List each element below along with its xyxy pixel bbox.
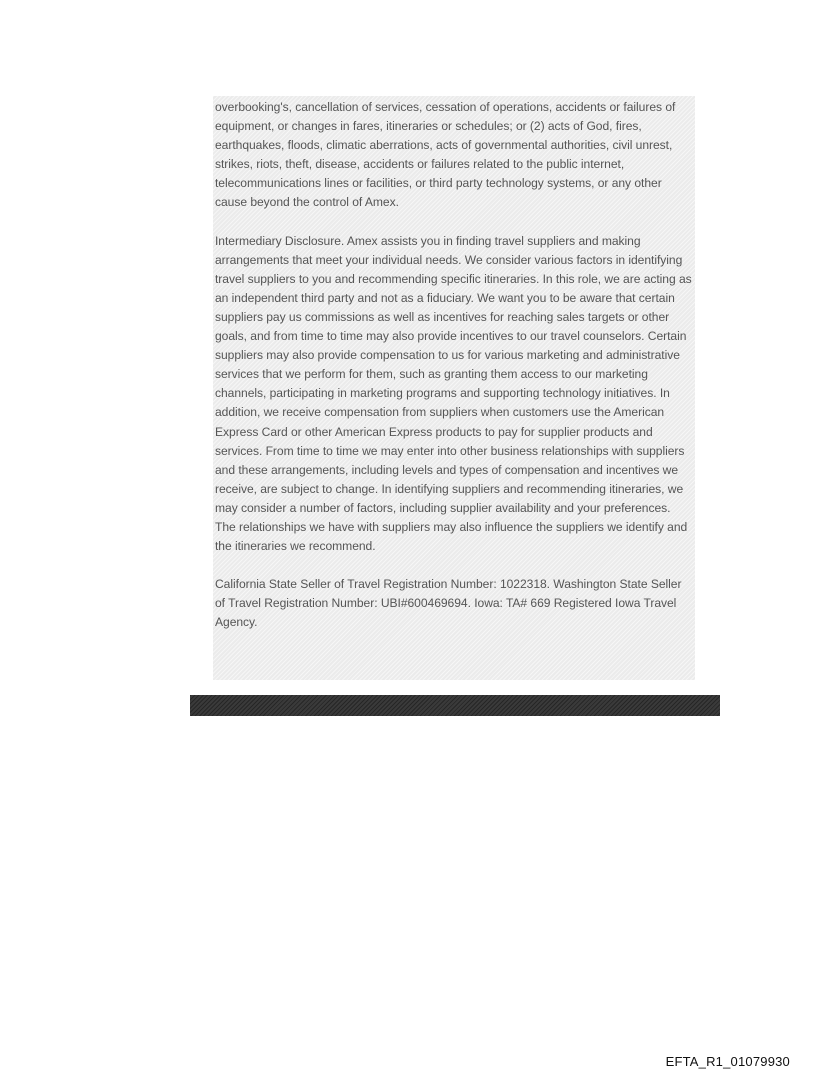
paragraph-force-majeure: overbooking's, cancellation of services, cessation of operations, accidents or failures of equipment, or changes in fares, itineraries or schedules; or (2) acts of God, fires, earthquakes, floods, climatic aberrations, acts of governmental authorities, civil unrest, strikes, riots, theft, disease, accidents or failures related to the public internet, telecommunications lines or facilities, or third party technology systems, or any other cause beyond the control of Amex. (215, 100, 676, 210)
footer-bar (190, 695, 720, 716)
paragraph-registration: California State Seller of Travel Registration Number: 1022318. Washington State Seller of Travel Registration Number: UBI#600469694. Iowa: TA# 669 Registered Iowa Travel Agency. (215, 577, 682, 630)
document-id: EFTA_R1_01079930 (665, 1054, 790, 1069)
paragraph-intermediary-disclosure: Intermediary Disclosure. Amex assists you in finding travel suppliers and making arrangements that meet your individual needs. We consider various factors in identifying travel suppliers to you and recommending specific itineraries. In this role, we are acting as an independent third party and not as a fiduciary. We want you to be aware that certain suppliers pay us commissions as well as incentives for reaching sales targets or other goals, and from time to time may also provide incentives to our travel counselors. Certain suppliers may also provide compensation to us for various marketing and administrative services that we perform for them, such as granting them access to our marketing channels, participating in marketing programs and supporting technology initiatives. In addition, we receive compensation from suppliers when customers use the American Express Card or other American Express products to pay for supplier products and services. From time to time we may enter into other business relationships with suppliers and these arrangements, including levels and types of compensation and incentives we receive, are subject to change. In identifying suppliers and recommending itineraries, we may consider a number of factors, including supplier availability and your preferences. The relationships we have with suppliers may also influence the suppliers we identify and the itineraries we recommend. (215, 233, 692, 554)
disclosure-panel (213, 96, 695, 680)
